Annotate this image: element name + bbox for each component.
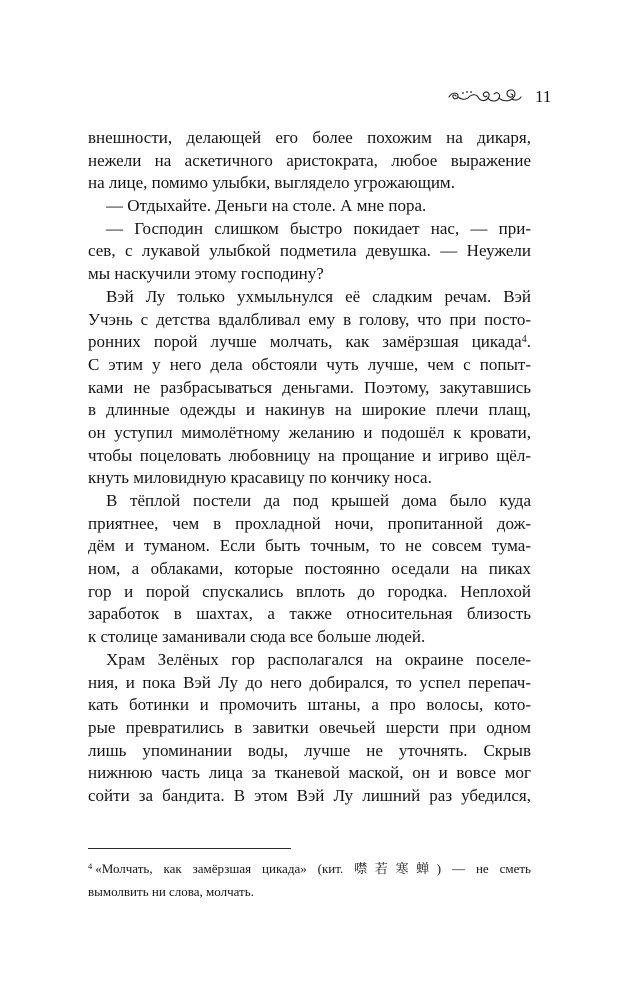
- paragraph: [88, 127, 531, 195]
- text-line: мы наскучили этому господину?: [88, 264, 324, 284]
- text-line: приятнее, чем в прохладной ночи, пропитанной дож-: [88, 513, 531, 533]
- footnote-text: «Молчать, как замёрзшая цикада» (кит. 噤若寒蝉) — не сметь: [95, 861, 531, 876]
- text-line: он уступил мимолётному желанию и подошёл к кровати,: [88, 422, 531, 442]
- text-line: ния, и пока Вэй Лу до него добирался, то успел перепач-: [88, 672, 531, 692]
- text-line: Вэй Лу только ухмыльнулся её сладким речам. Вэй: [106, 286, 531, 306]
- text-line: на лице, помимо улыбки, выглядело угрожающим.: [88, 173, 455, 193]
- text-line: Храм Зелёных гор располагался на окраине поселе-: [106, 649, 531, 669]
- ornament-icon: [447, 86, 523, 108]
- text-line: лишь упоминании воды, лучше не уточнять. Скрыв: [88, 740, 531, 760]
- text-line: — Господин слишком быстро покидает нас, — при-: [106, 218, 531, 238]
- page-number: 11: [535, 87, 552, 106]
- text-line: сев, с лукавой улыбкой подметила девушка. — Неужели: [88, 241, 531, 261]
- text-line: сойти за бандита. В этом Вэй Лу лишний раз убедился,: [88, 785, 531, 805]
- paragraph: [88, 195, 531, 218]
- text-line: гор и порой спускались вплоть до городка. Неплохой: [88, 581, 531, 601]
- text-line: ками не разбрасываться деньгами. Поэтому, закутавшись: [88, 377, 531, 397]
- text-line: кать ботинки и промочить штаны, а про волосы, кото-: [88, 695, 531, 715]
- text-line: нижнюю часть лица за тканевой маской, он и вовсе мог: [88, 763, 531, 783]
- paragraph: [88, 286, 531, 490]
- text-line: кнуть миловидную красавицу по кончику носа.: [88, 468, 432, 488]
- footnote-rule: [88, 848, 291, 849]
- footnote-line: вымолвить ни слова, молчать.: [88, 884, 254, 899]
- paragraph: [88, 218, 531, 286]
- text-line: Учэнь с детства вдалбливал ему в голову, что при посто-: [88, 309, 531, 329]
- text-line: рые превратились в завитки овечьей шерсти при одном: [88, 717, 531, 737]
- text-line: — Отдыхайте. Деньги на столе. А мне пора.: [106, 196, 427, 216]
- text-line: [88, 331, 531, 354]
- text-line: дём и туманом. Если быть точным, то не совсем тума-: [88, 536, 531, 556]
- footnote: [88, 857, 531, 903]
- text-line: ном, а облаками, которые постоянно оседали на пиках: [88, 559, 531, 579]
- text-line: заработок в шахтах, а также относительная близость: [88, 604, 531, 624]
- text-segment: .: [526, 332, 531, 352]
- paragraph: [88, 490, 531, 649]
- footnote-reference: 4: [521, 334, 527, 346]
- body-text: [88, 127, 531, 808]
- text-line: С этим у него дела обстояли чуть лучше, чем с попыт-: [88, 354, 531, 374]
- text-segment: ронних порой лучше молчать, как замёрзшая цикада: [88, 332, 522, 352]
- text-line: в длинные одежды и накинув на широкие плечи плащ,: [88, 400, 531, 420]
- text-line: внешности, делающей его более похожим на дикаря,: [88, 128, 531, 147]
- footnote-marker: 4: [88, 860, 93, 871]
- paragraph: [88, 649, 531, 808]
- text-line: В тёплой постели да под крышей дома было куда: [106, 491, 531, 510]
- text-line: к столице заманивали сюда все больше людей.: [88, 627, 426, 647]
- footnote-line: [88, 857, 531, 880]
- text-line: нежели на аскетичного аристократа, любое выражение: [88, 150, 531, 170]
- text-line: чтобы поцеловать любовницу на прощание и игриво щёл-: [88, 445, 531, 465]
